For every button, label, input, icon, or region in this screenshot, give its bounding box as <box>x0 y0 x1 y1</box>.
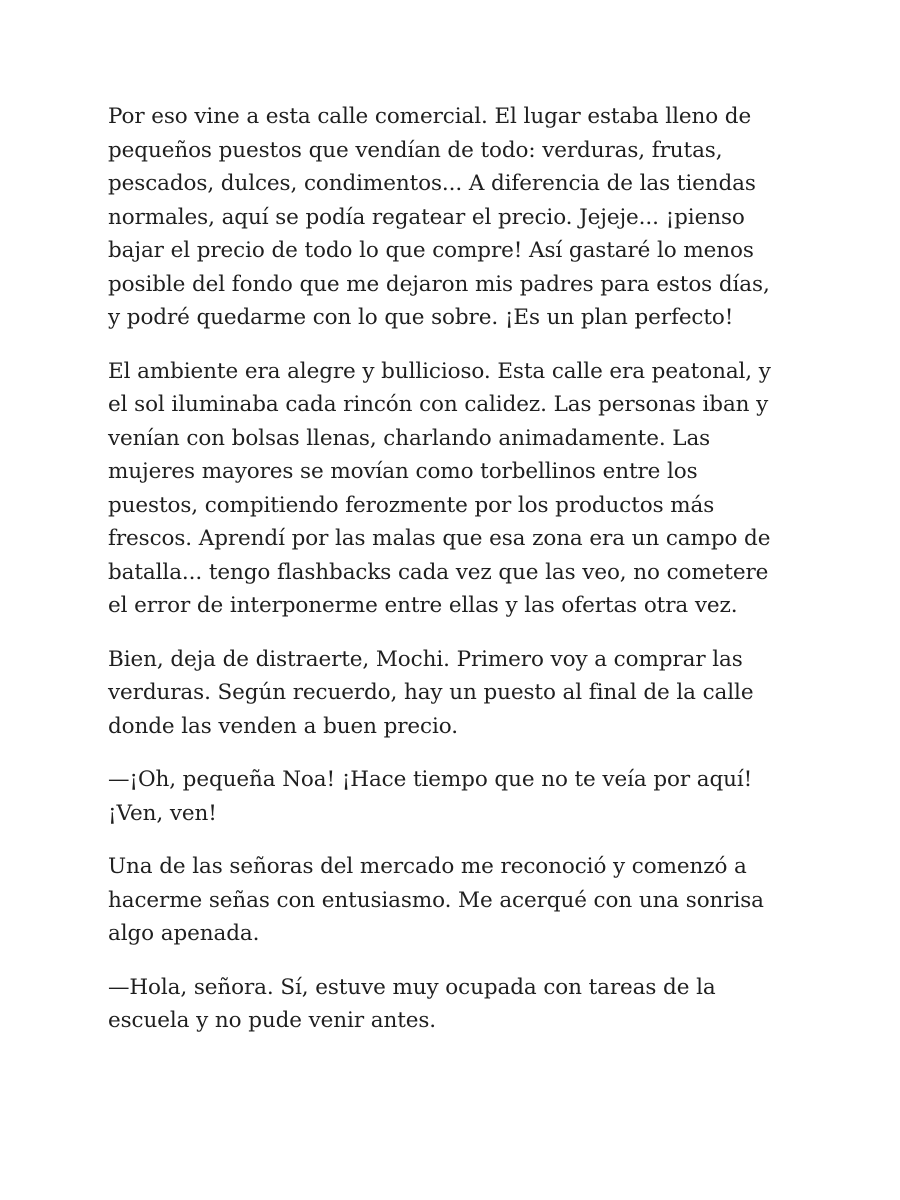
text-line: donde las venden a buen precio. <box>108 713 458 739</box>
text-line: el error de interponerme entre ellas y las ofertas otra vez. <box>108 593 738 618</box>
text-line: normales, aquí se podía regatear el precio. Jejeje... ¡pienso <box>108 204 745 230</box>
text-line: posible del fondo que me dejaron mis padres para estos días, <box>108 271 770 297</box>
text-line: algo apenada. <box>108 921 260 946</box>
paragraph-2 <box>108 355 808 623</box>
text-line: hacerme señas con entusiasmo. Me acerqué con una sonrisa <box>108 887 764 913</box>
text-line: venían con bolsas llenas, charlando animadamente. Las <box>108 425 711 451</box>
text-line: Por eso vine a esta calle comercial. El lugar estaba lleno de <box>108 104 752 129</box>
paragraph-5 <box>108 850 808 951</box>
document-page <box>108 100 808 1058</box>
paragraph-6 <box>108 971 808 1038</box>
text-line: El ambiente era alegre y bullicioso. Esta calle era peatonal, y <box>108 358 771 384</box>
text-line: —Hola, señora. Sí, estuve muy ocupada con tareas de la <box>108 974 716 1000</box>
text-line: verduras. Según recuerdo, hay un puesto al final de la calle <box>108 680 754 705</box>
text-line: escuela y no pude venir antes. <box>108 1008 437 1033</box>
text-line: pequeños puestos que vendían de todo: verduras, frutas, <box>108 137 723 163</box>
text-line: Una de las señoras del mercado me reconoció y comenzó a <box>108 854 747 879</box>
text-line: ¡Ven, ven! <box>108 800 217 826</box>
text-line: el sol iluminaba cada rincón con calidez. Las personas iban y <box>108 392 769 417</box>
text-line: —¡Oh, pequeña Noa! ¡Hace tiempo que no te veía por aquí! <box>108 767 753 792</box>
text-line: Bien, deja de distraerte, Mochi. Primero voy a comprar las <box>108 646 743 672</box>
text-line: puestos, compitiendo ferozmente por los productos más <box>108 492 715 518</box>
text-line: y podré quedarme con lo que sobre. ¡Es un plan perfecto! <box>108 305 734 330</box>
text-line: bajar el precio de todo lo que compre! Así gastaré lo menos <box>108 238 754 263</box>
text-line: mujeres mayores se movían como torbellinos entre los <box>108 459 698 484</box>
paragraph-3 <box>108 643 808 744</box>
text-line: frescos. Aprendí por las malas que esa zona era un campo de <box>108 526 771 551</box>
paragraph-1 <box>108 100 808 335</box>
paragraph-4 <box>108 763 808 830</box>
text-line: batalla... tengo flashbacks cada vez que las veo, no cometere <box>108 559 769 585</box>
text-line: pescados, dulces, condimentos... A diferencia de las tiendas <box>108 171 756 196</box>
